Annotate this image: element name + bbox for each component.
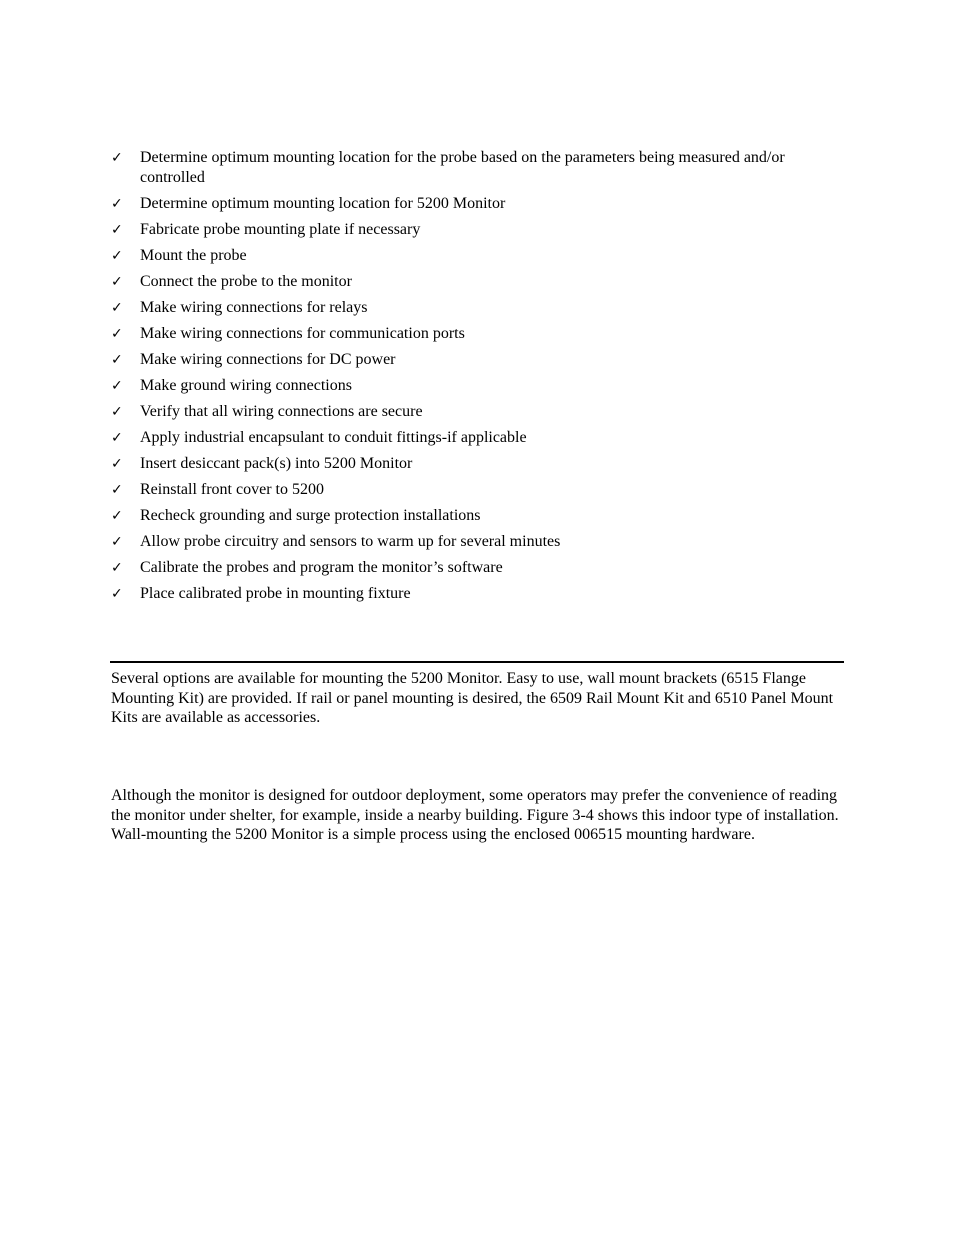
checklist-item xyxy=(111,480,846,500)
checkmark-icon: ✓ xyxy=(111,150,123,166)
checklist-item-text: Connect the probe to the monitor xyxy=(140,273,352,290)
checklist-item-text: Mount the probe xyxy=(140,247,247,264)
section-divider xyxy=(110,661,844,663)
checkmark-icon: ✓ xyxy=(111,586,123,602)
checklist-item-text: Apply industrial encapsulant to conduit fittings-if applicable xyxy=(140,429,527,446)
checklist-item xyxy=(111,246,846,266)
checkmark-icon: ✓ xyxy=(111,326,123,342)
checklist-item xyxy=(111,272,846,292)
checkmark-icon: ✓ xyxy=(111,274,123,290)
checklist-item xyxy=(111,584,846,604)
checklist-item xyxy=(111,532,846,552)
checkmark-icon: ✓ xyxy=(111,378,123,394)
checklist-item-text: Make wiring connections for communication ports xyxy=(140,325,465,342)
checkmark-icon: ✓ xyxy=(111,300,123,316)
checklist-item-text: Fabricate probe mounting plate if necessary xyxy=(140,221,421,238)
checklist-item-text: Make wiring connections for DC power xyxy=(140,351,396,368)
checklist-item-text: Allow probe circuitry and sensors to warm up for several minutes xyxy=(140,533,561,550)
checkmark-icon: ✓ xyxy=(111,196,123,212)
checklist-item-text: Reinstall front cover to 5200 xyxy=(140,481,324,498)
checklist-item xyxy=(111,350,846,370)
checkmark-icon: ✓ xyxy=(111,482,123,498)
checkmark-icon: ✓ xyxy=(111,534,123,550)
checklist-item xyxy=(111,324,846,344)
checklist-item-text: Verify that all wiring connections are secure xyxy=(140,403,423,420)
checklist-item xyxy=(111,428,846,448)
installation-checklist xyxy=(111,148,846,610)
checkmark-icon: ✓ xyxy=(111,430,123,446)
checklist-item xyxy=(111,298,846,318)
checklist-item xyxy=(111,558,846,578)
checklist-item-text: Recheck grounding and surge protection installations xyxy=(140,507,481,524)
checkmark-icon: ✓ xyxy=(111,456,123,472)
mounting-options-paragraph: Several options are available for mounting the 5200 Monitor. Easy to use, wall mount brackets (6515 Flange Mounting Kit) are provided. If rail or panel mounting is desired, the 6509 Rail Mount Kit and 6510 Panel Mount Kits are available as accessories. xyxy=(111,670,834,726)
checklist-item-text: Place calibrated probe in mounting fixture xyxy=(140,585,411,602)
checkmark-icon: ✓ xyxy=(111,352,123,368)
checklist-item xyxy=(111,194,846,214)
checklist-item xyxy=(111,506,846,526)
checklist-item xyxy=(111,376,846,396)
checklist-item xyxy=(111,220,846,240)
wall-mounting-paragraph: Although the monitor is designed for outdoor deployment, some operators may prefer the convenience of reading the monitor under shelter, for example, inside a nearby building. Figure 3-4 shows this indoor type of installation. Wall-mounting the 5200 Monitor is a simple process using the enclosed 006515 mounting hardware. xyxy=(111,787,839,843)
checklist-item xyxy=(111,454,846,474)
checklist-item xyxy=(111,148,846,188)
checkmark-icon: ✓ xyxy=(111,222,123,238)
checkmark-icon: ✓ xyxy=(111,404,123,420)
checkmark-icon: ✓ xyxy=(111,508,123,524)
checkmark-icon: ✓ xyxy=(111,248,123,264)
checklist-item-text: Make wiring connections for relays xyxy=(140,299,368,316)
checklist-item xyxy=(111,402,846,422)
checklist-item-text: Make ground wiring connections xyxy=(140,377,352,394)
checklist-item-text: Determine optimum mounting location for 5200 Monitor xyxy=(140,195,506,212)
checklist-item-text: Insert desiccant pack(s) into 5200 Monitor xyxy=(140,455,413,472)
checklist-item-text: Calibrate the probes and program the monitor’s software xyxy=(140,559,503,576)
checkmark-icon: ✓ xyxy=(111,560,123,576)
checklist-item-text: Determine optimum mounting location for the probe based on the parameters being measured and/or controlled xyxy=(140,149,785,186)
